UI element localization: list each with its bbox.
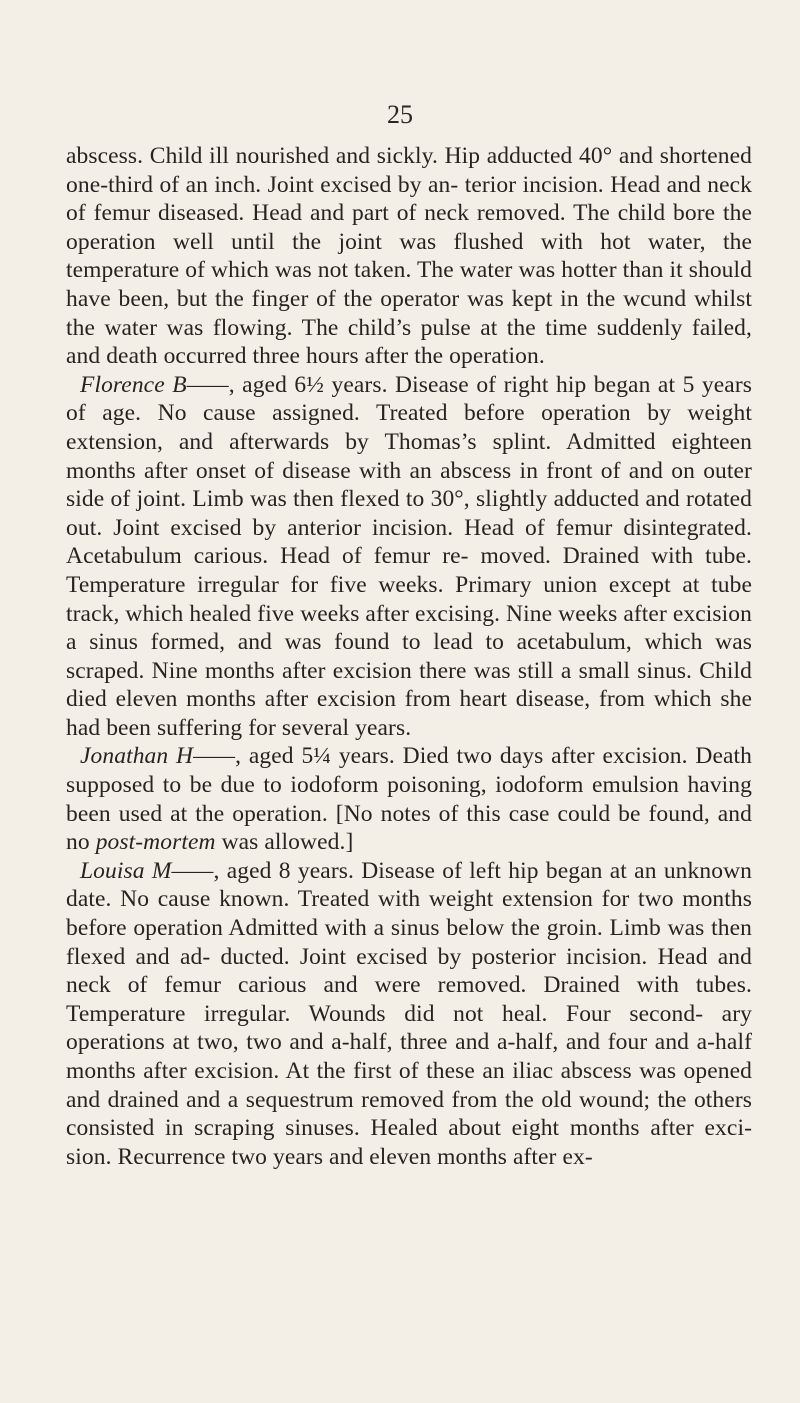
paragraph-continued-case bbox=[66, 142, 752, 371]
paragraph-text: , aged 8 years. Disease of left hip began at an unknown date. No cause known. Treated with weight extension for two months before operation Admitted with a sinus below the groin. Limb was then flexed and ad- ducted. Joint excised by posterior incision. Head and neck of femur carious and were removed. Drained with tubes. Temperature irregular. Wounds did not heal. Four second- ary operations at two, two and a-half, three and a-half, and four and a-half months after excision. At the first of these an iliac abscess was opened and drained and a sequestrum removed from the old wound; the others consisted in scraping sinuses. Healed about eight months after exci- sion. Recurrence two years and eleven months after ex- bbox=[66, 857, 752, 1170]
patient-name: Florence B—— bbox=[80, 371, 229, 398]
body-text bbox=[66, 142, 752, 1171]
paragraph-case-louisa bbox=[66, 857, 752, 1172]
paragraph-case-florence bbox=[66, 371, 752, 743]
emphasized-term: post-mortem bbox=[95, 829, 216, 856]
paragraph-text: , aged 6½ years. Disease of right hip began at 5 years of age. No cause assigned. Treated before operation by weight extension, and afterwards by Thomas’s splint. Admitted eighteen months after onset of disease with an abscess in front of and on outer side of joint. Limb was then flexed to 30°, slightly adducted and rotated out. Joint excised by anterior incision. Head of femur disintegrated. Acetabulum carious. Head of femur re- moved. Drained with tube. Temperature irregular for five weeks. Primary union except at tube track, which healed five weeks after excising. Nine weeks after excision a sinus formed, and was found to lead to acetabulum, which was scraped. Nine months after excision there was still a small sinus. Child died eleven months after excision from heart disease, from which she had been suffering for several years. bbox=[66, 371, 752, 741]
patient-name: Jonathan H—— bbox=[80, 743, 236, 770]
patient-name: Louisa M—— bbox=[80, 857, 214, 884]
page-number: 25 bbox=[387, 100, 413, 129]
paragraph-text: abscess. Child ill nourished and sickly. Hip adducted 40° and shortened one-third of an inch. Joint excised by an- terior incision. Head and neck of femur diseased. Head and part of neck removed. The child bore the operation well until the joint was flushed with hot water, the temperature of which was not taken. The water was hotter than it should have been, but the finger of the operator was kept in the wcund whilst the water was flowing. The child’s pulse at the time suddenly failed, and death occurred three hours after the operation. bbox=[66, 143, 753, 370]
paragraph-case-jonathan bbox=[66, 742, 752, 856]
paragraph-text-end: was allowed.] bbox=[215, 829, 354, 856]
paragraph-text: , aged 5¼ years. Died two days after excision. Death supposed to be due to iodoform poisoning, iodoform emulsion having been used at the operation. [No notes of this case could be found, and no bbox=[66, 743, 752, 856]
